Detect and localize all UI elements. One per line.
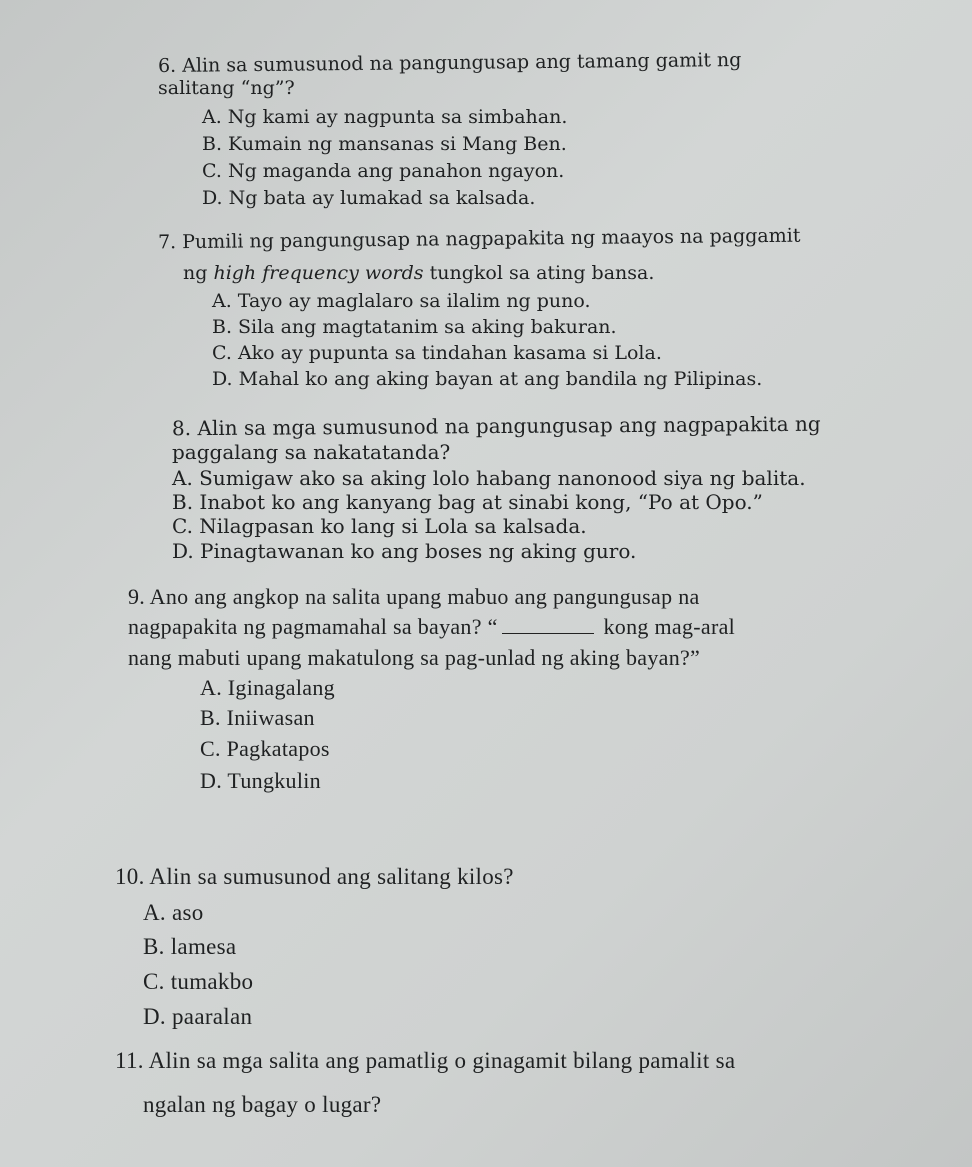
option-a: A. Ng kami ay nagpunta sa simbahan.	[202, 106, 568, 128]
question-stem: 11. Alin sa mga salita ang pamatlig o ginagamit bilang pamalit sa	[115, 1048, 736, 1073]
option-c: C. tumakbo	[143, 969, 254, 994]
question-stem: 9. Ano ang angkop na salita upang mabuo ang pangungusap na	[128, 584, 700, 609]
option-b: B. Inabot ko ang kanyang bag at sinabi kong, “Po at Opo.”	[172, 490, 763, 514]
question-stem: 6. Alin sa sumusunod na pangungusap ang tamang gamit ng	[157, 48, 742, 78]
option-c: C. Ako ay pupunta sa tindahan kasama si Lola.	[212, 342, 662, 364]
option-d: D. Ng bata ay lumakad sa kalsada.	[202, 187, 536, 209]
option-b: B. Kumain ng mansanas si Mang Ben.	[202, 133, 567, 155]
question-stem	[128, 614, 735, 640]
option-c: C. Pagkatapos	[200, 736, 330, 761]
option-d: D. Pinagtawanan ko ang boses ng aking guro.	[172, 539, 637, 563]
question-stem: paggalang sa nakatatanda?	[172, 440, 451, 464]
option-a: A. Iginagalang	[200, 675, 335, 700]
question-stem: 10. Alin sa sumusunod ang salitang kilos?	[115, 864, 514, 889]
option-a: A. Sumigaw ako sa aking lolo habang nanonood siya ng balita.	[172, 466, 806, 490]
question-stem: 8. Alin sa mga sumusunod na pangungusap ang nagpapakita ng	[171, 411, 821, 441]
option-b: B. lamesa	[143, 934, 237, 959]
option-c: C. Ng maganda ang panahon ngayon.	[202, 160, 565, 182]
option-c: C. Nilagpasan ko lang si Lola sa kalsada.	[172, 514, 587, 538]
question-stem: nang mabuti upang makatulong sa pag-unlad ng aking bayan?”	[128, 645, 701, 670]
answer-blank	[502, 632, 594, 634]
question-stem: 7. Pumili ng pangungusap na nagpapakita ng maayos na paggamit	[157, 224, 801, 254]
question-stem: ngalan ng bagay o lugar?	[143, 1092, 382, 1117]
stem-italic: high frequency words	[213, 262, 424, 284]
option-a: A. Tayo ay maglalaro sa ilalim ng puno.	[212, 290, 591, 312]
option-d: D. Mahal ko ang aking bayan at ang bandila ng Pilipinas.	[212, 368, 763, 390]
option-d: D. paaralan	[143, 1004, 253, 1029]
question-stem: salitang “ng”?	[158, 77, 295, 99]
stem-text: nagpapakita ng pagmamahal sa bayan? “	[128, 614, 498, 639]
stem-text: ng	[183, 262, 208, 284]
option-b: B. Sila ang magtatanim sa aking bakuran.	[212, 316, 617, 338]
option-b: B. Iniiwasan	[200, 705, 315, 730]
stem-text: tungkol sa ating bansa.	[429, 262, 655, 284]
option-d: D. Tungkulin	[200, 768, 321, 793]
question-stem	[183, 262, 654, 284]
option-a: A. aso	[143, 900, 204, 925]
stem-text: kong mag-aral	[603, 614, 736, 639]
